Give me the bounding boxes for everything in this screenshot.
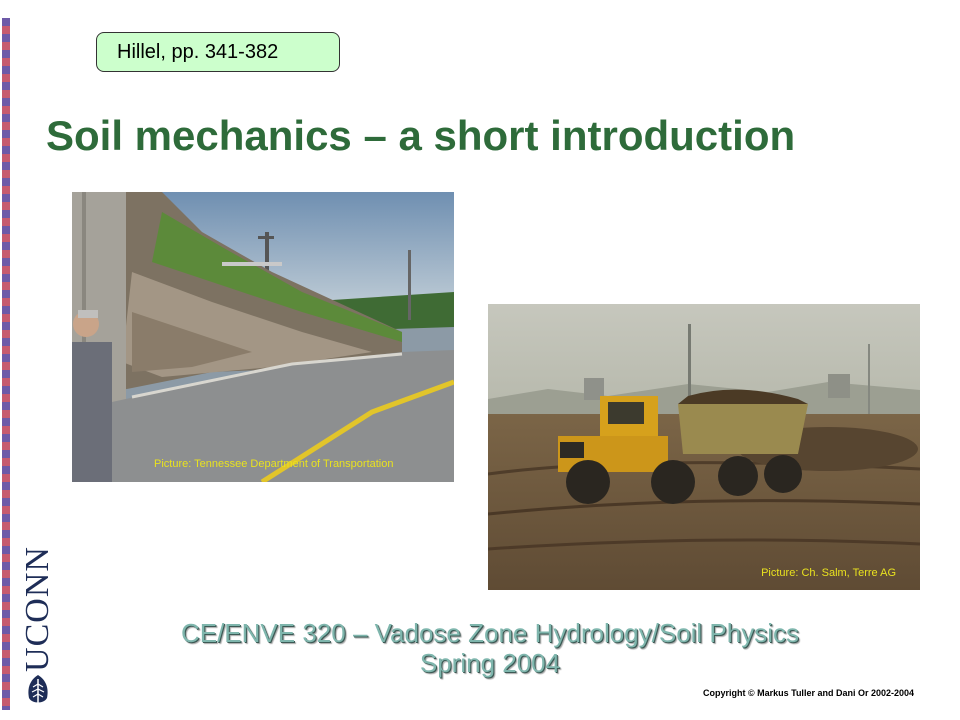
photo-credit-dump-truck: Picture: Ch. Salm, Terre AG: [761, 567, 896, 579]
oak-leaf-seal-icon: [24, 674, 52, 708]
course-info: [60, 618, 920, 678]
course-title: CE/ENVE 320 – Vadose Zone Hydrology/Soil Physics: [180, 618, 800, 648]
photo-credit-landslide: Picture: Tennessee Department of Transportation: [154, 458, 394, 470]
course-term: Spring 2004: [419, 648, 561, 678]
landslide-illustration: [72, 192, 454, 482]
slide-title: Soil mechanics – a short introduction: [46, 112, 796, 159]
uconn-wordmark: UCONN: [19, 546, 56, 672]
photo-dump-truck: [488, 304, 920, 590]
photo-landslide: [72, 192, 454, 482]
reference-text: Hillel, pp. 341-382: [117, 40, 279, 63]
copyright-notice: Copyright © Markus Tuller and Dani Or 2002-2004: [702, 688, 914, 698]
uconn-logo: [18, 548, 58, 712]
reference-box: [96, 32, 340, 72]
dump-truck-illustration: [488, 304, 920, 590]
decorative-left-border: [2, 18, 16, 710]
